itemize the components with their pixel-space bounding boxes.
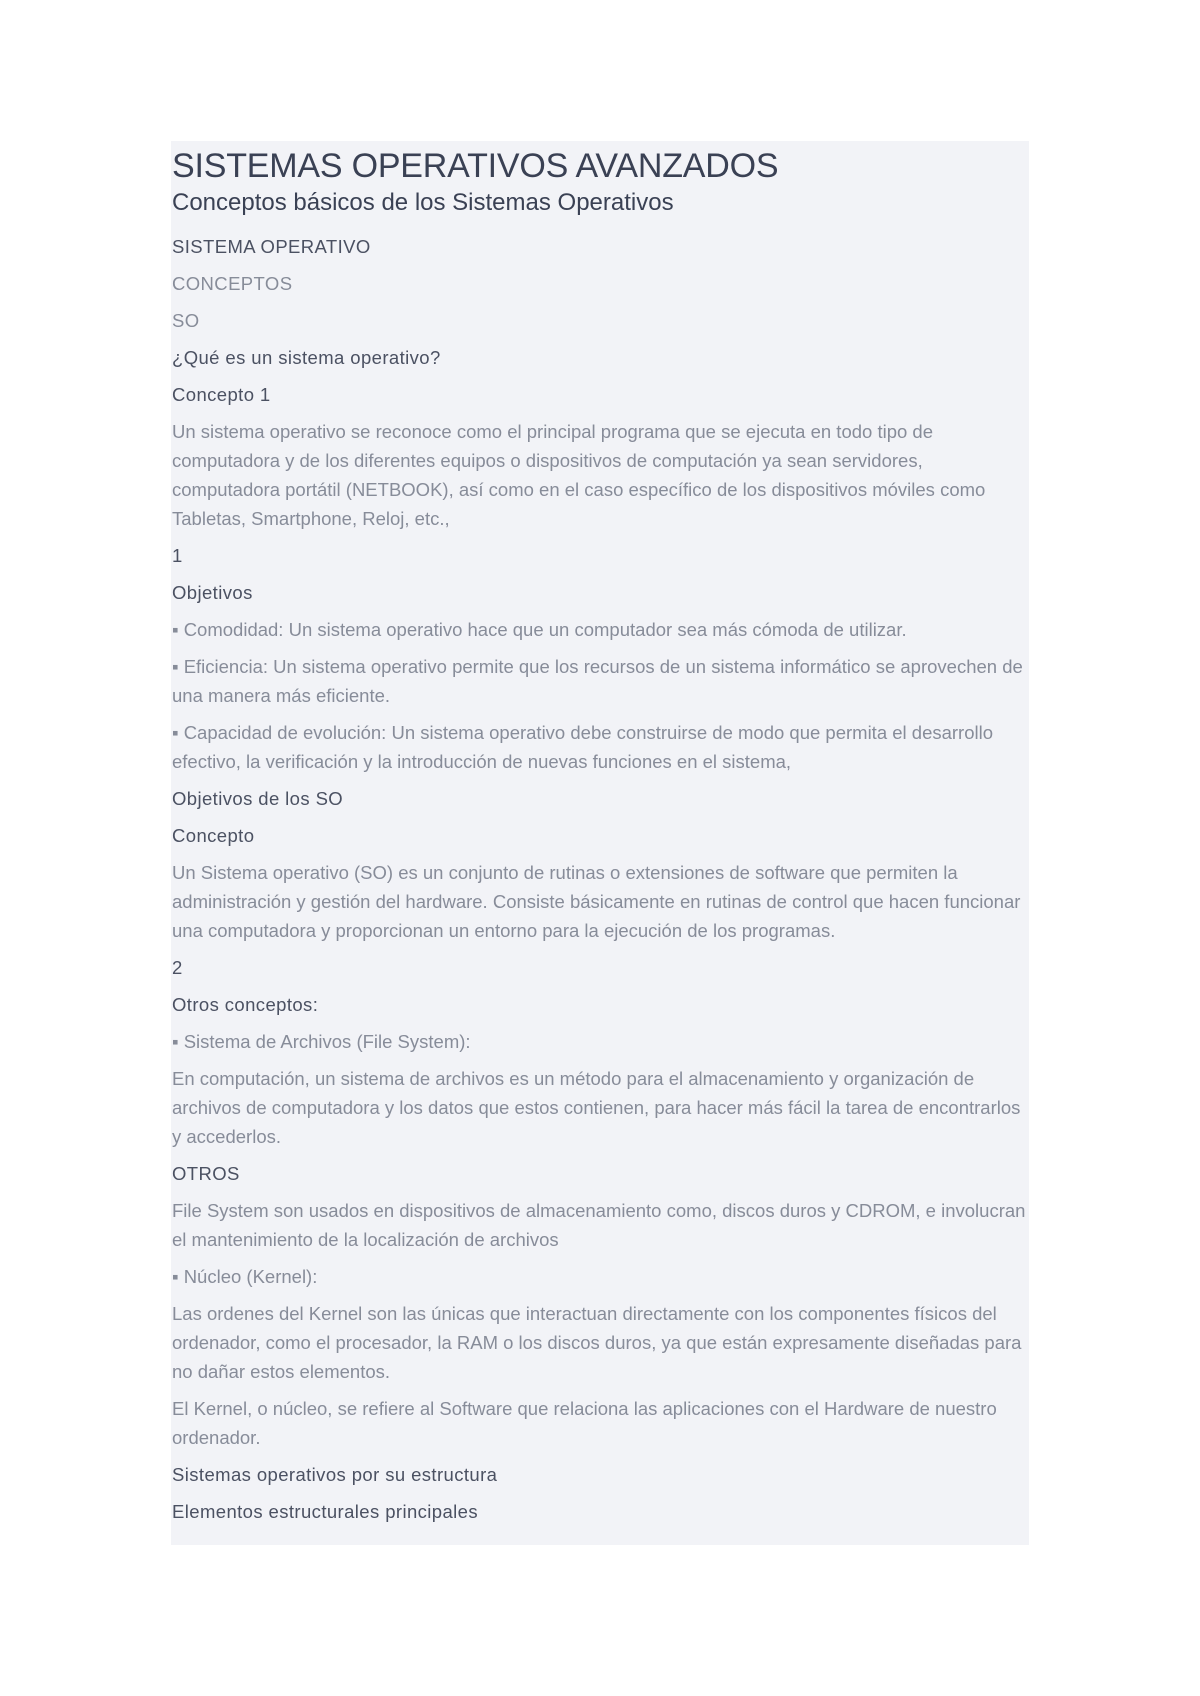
document-content [171,141,1029,1545]
document-subtitle: Conceptos básicos de los Sistemas Operativos [172,189,674,216]
section-label: ¿Qué es un sistema operativo? [172,347,441,368]
paragraph: Un sistema operativo se reconoce como el principal programa que se ejecuta en todo tipo de computadora y de los diferentes equipos o dispositivos de computación ya sean servidores, computadora portátil (NETBOOK), así como en el caso específico de los dispositivos móviles como Tabletas, Smartphone, Reloj, etc., [172,421,986,529]
document-body [171,145,1029,1526]
section-label: Objetivos de los SO [172,788,344,809]
bullet-item: ▪ Comodidad: Un sistema operativo hace que un computador sea más cómoda de utilizar. [172,619,907,640]
document-title: SISTEMAS OPERATIVOS AVANZADOS [172,147,779,185]
paragraph: El Kernel, o núcleo, se refiere al Software que relaciona las aplicaciones con el Hardware de nuestro ordenador. [172,1398,997,1448]
section-label: Otros conceptos: [172,994,319,1015]
section-label: Sistemas operativos por su estructura [172,1464,498,1485]
section-label: CONCEPTOS [172,273,293,294]
slide-number: 2 [172,957,183,978]
section-label: SO [172,310,200,331]
slide-number: 1 [172,545,183,566]
section-label: Elementos estructurales principales [172,1501,479,1522]
paragraph: En computación, un sistema de archivos es un método para el almacenamiento y organización de archivos de computadora y los datos que estos contienen, para hacer más fácil la tarea de encontrarlos y accederlos. [172,1068,1021,1147]
bullet-item: ▪ Capacidad de evolución: Un sistema operativo debe construirse de modo que permita el desarrollo efectivo, la verificación y la introducción de nuevas funciones en el sistema, [172,722,994,772]
section-label: OTROS [172,1163,240,1184]
bullet-item: ▪ Eficiencia: Un sistema operativo permite que los recursos de un sistema informático se aprovechen de una manera más eficiente. [172,656,1023,706]
paragraph: Las ordenes del Kernel son las únicas que interactuan directamente con los componentes físicos del ordenador, como el procesador, la RAM o los discos duros, ya que están expresamente diseñadas para no dañar estos elementos. [172,1303,1022,1382]
section-label: SISTEMA OPERATIVO [172,236,371,257]
section-label: Concepto [172,825,255,846]
section-label: Objetivos [172,582,253,603]
paragraph: File System son usados en dispositivos de almacenamiento como, discos duros y CDROM, e involucran el mantenimiento de la localización de archivos [172,1200,1026,1250]
section-label: Concepto 1 [172,384,271,405]
bullet-item: ▪ Sistema de Archivos (File System): [172,1031,471,1052]
paragraph: Un Sistema operativo (SO) es un conjunto de rutinas o extensiones de software que permiten la administración y gestión del hardware. Consiste básicamente en rutinas de control que hacen funcionar una computadora y proporcionan un entorno para la ejecución de los programas. [172,862,1021,941]
bullet-item: ▪ Núcleo (Kernel): [172,1266,318,1287]
